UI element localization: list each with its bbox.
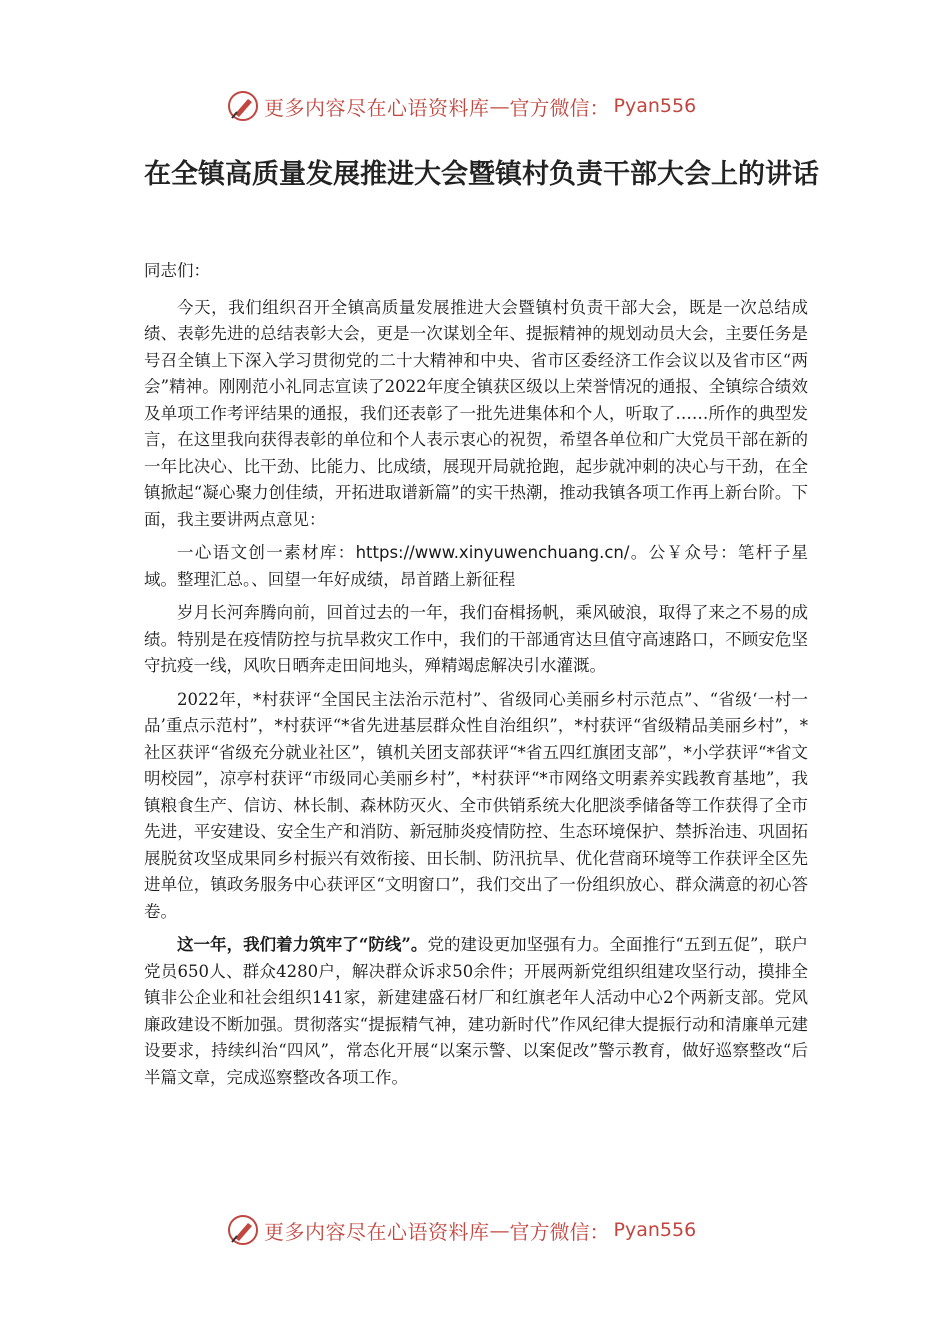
source-note-suffix: 。公￥众号：笔杆子星域。整理汇总。、回望一年好成绩，昂首踏上新征程	[144, 543, 809, 589]
header-banner	[226, 88, 726, 124]
banner-slogan: 更多内容尽在心语资料库	[264, 1219, 490, 1244]
paragraph-honors: 2022年，*村获评“全国民主法治示范村”、省级同心美丽乡村示范点”、“省级‘一村一品’重点示范村”，*村获评“*省先进基层群众性自治组织”，*村获评“省级精品美丽乡村”，*社区获评“省级充分就业社区”，镇机关团支部获评“*省五四红旗团支部”，*小学获评“*省文明校园”，凉亭村获评“市级同心美丽乡村”，*村获评“*市网络文明素养实践教育基地”，我镇粮食生产、信访、林长制、森林防灭火、全市供销系统大化肥淡季储备等工作获得了全市先进，平安建设、安全生产和消防、新冠肺炎疫情防控、生态环境保护、禁拆治违、巩固拓展脱贫攻坚成果同乡村振兴有效衔接、田长制、防汛抗旱、优化营商环境等工作获评全区先进单位，镇政务服务中心获评区“文明窗口”，我们交出了一份组织放心、群众满意的初心答卷。	[144, 689, 808, 921]
salutation: 同志们：	[144, 261, 210, 280]
paragraph-rest: 党的建设更加坚强有力。全面推行“五到五促”，联户党员650人、群众4280户，解决群众诉求50余件；开展两新党组织组建攻坚行动，摸排全镇非公企业和社会组织141家，新建建盛石材厂和红旗老年人活动中心2个两新支部。党风廉政建设不断加强。贯彻落实“提振精气神，建功新时代”作风纪律大提振行动和清廉单元建设要求，持续纠治“四风”，常态化开展“以案示警、以案促改”警示教育，做好巡察整改“后半篇文章，完成巡察整改各项工作。	[144, 935, 808, 1087]
paragraph-lead-bold: 这一年，我们着力筑牢了“防线”。	[177, 935, 428, 954]
footer-banner	[226, 1212, 726, 1248]
pen-nib-logo-icon	[226, 89, 260, 123]
banner-wechat-label: 官方微信：	[509, 1219, 610, 1244]
banner-slogan: 更多内容尽在心语资料库	[264, 95, 490, 120]
banner-wechat-label: 官方微信：	[509, 95, 610, 120]
banner-wechat-id: Pyan556	[613, 1219, 697, 1241]
paragraph-source-note	[144, 540, 808, 593]
paragraph-review: 岁月长河奔腾向前，回首过去的一年，我们奋楫扬帆，乘风破浪，取得了来之不易的成绩。特别是在疫情防控与抗旱救灾工作中，我们的干部通宵达旦值守高速路口，不顾安危坚守抗疫一线，风吹日晒奔走田间地头，殚精竭虑解决引水灌溉。	[144, 603, 808, 675]
banner-wechat-id: Pyan556	[613, 95, 697, 117]
paragraph-intro: 今天，我们组织召开全镇高质量发展推进大会暨镇村负责干部大会，既是一次总结成绩、表彰先进的总结表彰大会，更是一次谋划全年、提振精神的规划动员大会，主要任务是号召全镇上下深入学习贯彻党的二十大精神和中央、省市区委经济工作会议以及省市区“两会”精神。刚刚范小礼同志宣读了2022年度全镇获区级以上荣誉情况的通报、全镇综合绩效及单项工作考评结果的通报，我们还表彰了一批先进集体和个人，听取了……所作的典型发言，在这里我向获得表彰的单位和个人表示衷心的祝贺，希望各单位和广大党员干部在新的一年比决心、比干劲、比能力、比成绩，展现开局就抢跑，起步就冲刺的决心与干劲，在全镇掀起“凝心聚力创佳绩，开拓进取谱新篇”的实干热潮，推动我镇各项工作再上新台阶。下面，我主要讲两点意见：	[144, 297, 808, 529]
paragraph-defense-line	[144, 932, 808, 1091]
pen-nib-logo-icon	[226, 1213, 260, 1247]
source-note-prefix: 一心语文创一素材库：	[177, 543, 356, 562]
source-url: https://www.xinyuwenchuang.cn/	[355, 543, 630, 562]
banner-dash: —	[489, 1218, 510, 1242]
document-title: 在全镇高质量发展推进大会暨镇村负责干部大会上的讲话	[144, 159, 819, 190]
document-body	[144, 258, 808, 1098]
banner-dash: —	[489, 94, 510, 118]
